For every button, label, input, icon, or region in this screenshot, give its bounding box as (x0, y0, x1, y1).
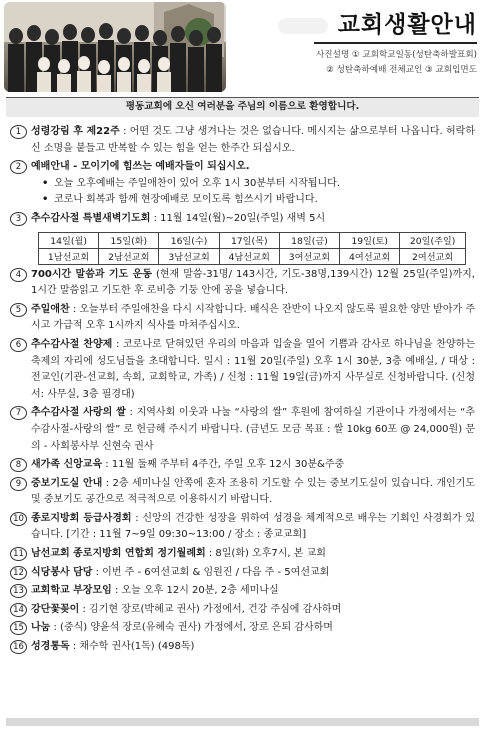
worship-bullet: • 오늘 오후예배는 주일애찬이 있어 오후 1시 30분부터 시작됩니다. (10, 176, 475, 193)
list-item (10, 476, 475, 509)
list-item (10, 639, 475, 656)
item-text: : 11월 둘째 주부터 4주간, 주일 오후 12시 30분&주중 (102, 459, 345, 471)
photo-caption (232, 48, 477, 78)
title-block (232, 6, 477, 78)
item-label: 성령강림 후 제22주 (31, 126, 120, 137)
item-number: 8 (10, 458, 27, 472)
item-label: 남선교회 종로지방회 연합회 정기월례회 (31, 548, 206, 560)
item-text: : 어떤 것도 그냥 생겨나는 것은 없습니다. 메시지는 삶으로부터 나옵니다. 허락하신 소명을 붙들고 반복할 수 있는 힘을 얻는 한주간 되십시오. (31, 126, 476, 154)
schedule-group: 4여선교회 (340, 248, 400, 264)
item-number: 12 (10, 566, 27, 580)
item-number: 1 (10, 125, 27, 139)
schedule-groups-row (39, 248, 466, 264)
item-label: 추수감사절 찬양제 (31, 338, 113, 350)
announcement-list (0, 117, 485, 656)
item-text: : 8일(화) 오후7시, 본 교회 (205, 548, 326, 560)
item-label: 추수감사절 사랑의 쌀 (31, 407, 126, 419)
item-label: 성경통독 (31, 641, 70, 653)
schedule-group: 3여선교회 (279, 248, 339, 264)
item-label: 중보기도실 안내 (31, 477, 103, 489)
list-item (10, 602, 475, 619)
item-number: 2 (10, 160, 27, 174)
schedule-day: 14일(월) (39, 232, 99, 248)
item-label: 나눔 (31, 622, 51, 634)
item-number: 16 (10, 640, 27, 654)
item-number: 14 (10, 603, 27, 617)
item-text: : 채수학 권사(1독) (498독) (69, 641, 195, 653)
item-text: (현재 말씀-31명/ 143시간, 기도-38명,139시간) 12월 25일(주일)까지, 1시간 말씀읽고 기도한 후 로비층 기둥 안에 공을 넣습니다. (31, 268, 475, 297)
caption-line-1: 사진설명 ① 교회학교일동(성탄축하발표회) (315, 50, 477, 60)
list-item (10, 124, 475, 157)
caption-line-2: ② 성탄축하예배 전체교인 ③ 교회입면도 (326, 65, 477, 75)
header (0, 0, 485, 94)
item-text: : (중식) 양윤석 장로(유혜숙 권사) 가정에서, 장로 은퇴 감사하며 (50, 622, 333, 634)
item-number: 11 (10, 547, 27, 561)
item-number: 4 (10, 268, 27, 282)
item-text: : 코로나로 닫혀있던 우리의 마음과 입술을 열어 기쁨과 감사로 하나님을 찬양하는 축제의 자리에 성도님들을 초대합니다. 일시 : 11월 20일(주일) 오후 1시 30분, 3층 예배실, / 대상 : 전교인(기관-선교회, 속회, 교회학교, 가족) / 신청 : 11월 19일(금)까지 사무실로 신청바랍니다. (신청서: 사무실, 3층 필경대) (31, 338, 475, 400)
schedule-group: 4남선교회 (219, 248, 279, 264)
schedule-day: 16일(수) (159, 232, 219, 248)
schedule-day: 19일(토) (340, 232, 400, 248)
item-text: : 지역사회 이웃과 나눌 “사랑의 쌀” 후원에 참여하실 기관이나 가정에서는 “추수감사절-사랑의 쌀” 로 헌금해 주시기 바랍니다. (금년도 모금 목표 : 쌀 10kg 60포 @ 24,000원) 문의 - 사회봉사부 신현숙 권사 (31, 407, 475, 452)
list-item (10, 457, 475, 474)
item-label: 예배안내 - 모이기에 힘쓰는 예배자들이 되십시오. (31, 161, 250, 173)
list-item (10, 583, 475, 600)
item-text: : 이번 주 - 6여선교회 & 임원진 / 다음 주 - 5여선교회 (92, 566, 330, 578)
prayer-schedule-table (38, 232, 466, 265)
list-item (10, 337, 475, 403)
schedule-days-row (39, 232, 466, 248)
item-text: : 11월 14일(월)~20일(주일) 새벽 5시 (150, 212, 326, 224)
list-item (10, 565, 475, 582)
list-item (10, 511, 475, 544)
schedule-day: 18일(금) (279, 232, 339, 248)
list-item (10, 620, 475, 637)
item-label: 새가족 신앙교육 (31, 459, 103, 471)
worship-bullet: • 코로나 회복과 함께 현장예배로 모이도록 힘쓰시기 바랍니다. (10, 192, 475, 209)
list-item (10, 546, 475, 563)
item-label: 주일애찬 (31, 303, 70, 315)
footer-divider (6, 718, 479, 726)
list-item (10, 159, 475, 176)
title-underline (314, 42, 477, 44)
item-label: 식당봉사 담당 (31, 566, 93, 578)
welcome-banner: 평동교회에 오신 여러분을 주님의 이름으로 환영합니다. (6, 97, 479, 117)
item-number: 10 (10, 512, 27, 526)
item-label: 강단꽃꽂이 (31, 603, 80, 615)
list-item (10, 302, 475, 335)
item-label: 종로지방회 등급사경회 (31, 512, 132, 524)
schedule-day: 15일(화) (99, 232, 159, 248)
list-item (10, 267, 475, 300)
item-number: 7 (10, 406, 27, 420)
item-number: 5 (10, 303, 27, 317)
item-label: 700시간 말씀과 기도 운동 (31, 268, 152, 280)
bullet-icon: • (42, 194, 49, 206)
item-label: 교회학교 부장모임 (31, 585, 112, 597)
schedule-group: 3남선교회 (159, 248, 219, 264)
item-number: 9 (10, 477, 27, 491)
item-label: 추수감사절 특별새벽기도회 (31, 212, 151, 224)
bullet-icon: • (42, 177, 49, 189)
item-text: : 신앙의 건강한 성장을 위하여 성경을 체계적으로 배우는 기회인 사경회가 있습니다. [기간 : 11월 7~9일 09:30~13:00 / 장소 : 종교교회] (31, 512, 475, 541)
schedule-group: 2여선교회 (400, 248, 466, 264)
item-text: : 오늘 오후 12시 20분, 2층 세미나실 (111, 585, 279, 597)
schedule-day: 20일(주일) (400, 232, 466, 248)
list-item (10, 211, 475, 228)
schedule-group: 2남선교회 (99, 248, 159, 264)
item-number: 3 (10, 212, 27, 226)
list-item (10, 405, 475, 455)
item-number: 15 (10, 621, 27, 635)
item-number: 6 (10, 338, 27, 352)
schedule-group: 1남선교회 (39, 248, 99, 264)
congregation-photo (4, 2, 226, 92)
item-text: : 오늘부터 주일애찬을 다시 시작합니다. 배식은 잔반이 나오지 않도록 필요한 양만 받아가 주시고 가급적 오후 1시까지 식사를 마쳐주십시오. (31, 303, 475, 332)
item-text: : 2층 세미나실 안쪽에 혼자 조용히 기도할 수 있는 중보기도실이 있습니다. 개인기도 및 중보기도 공간으로 적극적으로 이용하시기 바랍니다. (31, 477, 475, 506)
item-text: : 김기현 장로(박혜교 권사) 가정에서, 건강 주심에 감사하며 (79, 603, 342, 615)
item-number: 13 (10, 584, 27, 598)
schedule-day: 17일(목) (219, 232, 279, 248)
title-decoration (278, 18, 328, 34)
page-title: 교회생활안내 (337, 12, 477, 38)
